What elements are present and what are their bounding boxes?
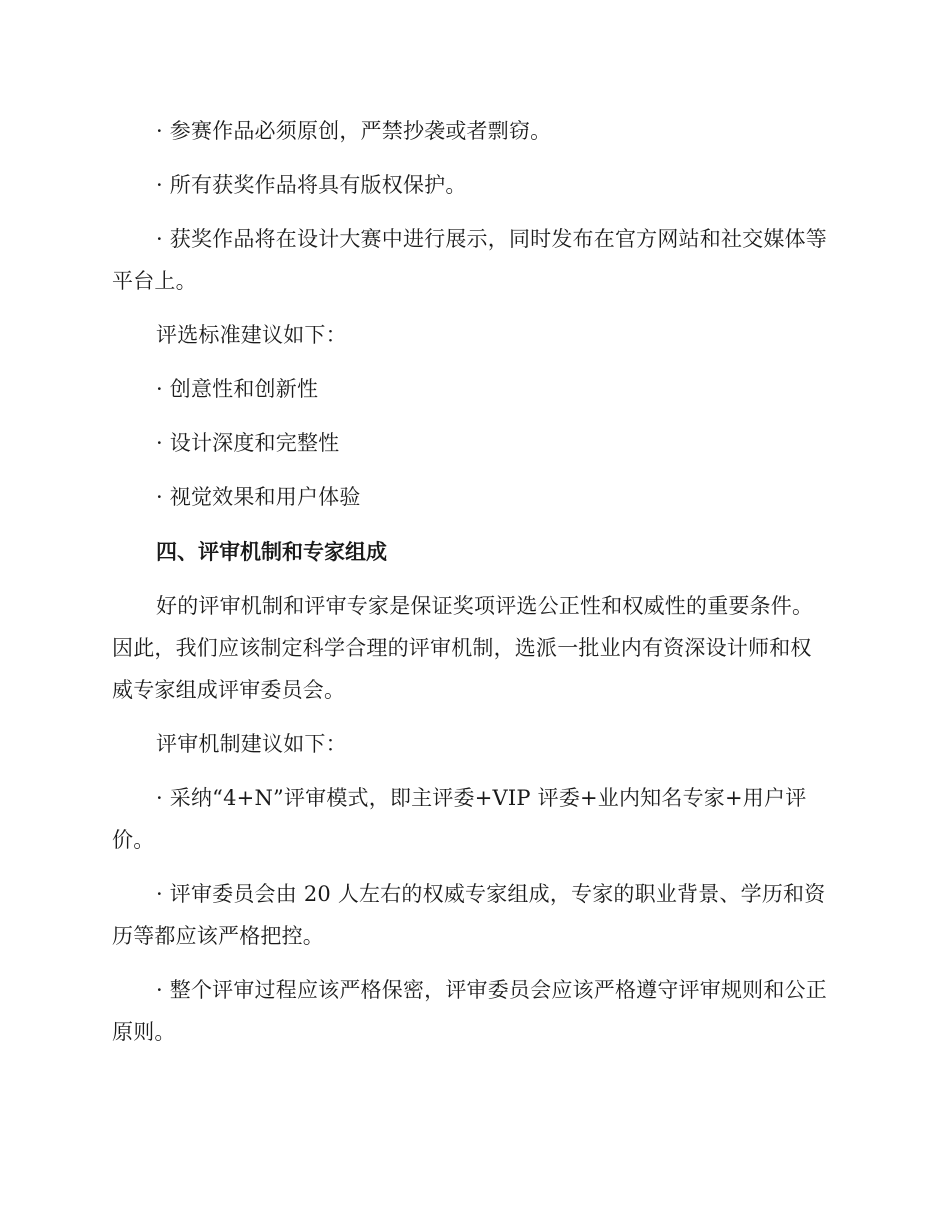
paragraph-review-committee: · 评审委员会由 20 人左右的权威专家组成，专家的职业背景、学历和资历等都应该严格把控。 [112, 882, 826, 948]
paragraph-review-importance: 好的评审机制和评审专家是保证奖项评选公正性和权威性的重要条件。因此，我们应该制定科学合理的评审机制，选派一批业内有资深设计师和权威专家组成评审委员会。 [112, 594, 814, 702]
paragraph-review-confidential: · 整个评审过程应该严格保密，评审委员会应该严格遵守评审规则和公正原则。 [112, 978, 827, 1044]
paragraph-exhibition: · 获奖作品将在设计大赛中进行展示，同时发布在官方网站和社交媒体等平台上。 [112, 227, 827, 293]
paragraph-criteria-depth: · 设计深度和完整性 [156, 431, 340, 455]
paragraph-criteria-intro: 评选标准建议如下： [156, 323, 347, 347]
paragraph-review-intro: 评审机制建议如下： [156, 732, 347, 756]
section-heading: 四、评审机制和专家组成 [156, 540, 387, 564]
document-page [112, 110, 832, 1053]
paragraph-review-model: · 采纳“4+N”评审模式，即主评委+VIP 评委+业内知名专家+用户评价。 [112, 786, 807, 852]
paragraph-originality: · 参赛作品必须原创，严禁抄袭或者剽窃。 [156, 119, 552, 143]
paragraph-criteria-creativity: · 创意性和创新性 [156, 377, 319, 401]
paragraph-criteria-visual: · 视觉效果和用户体验 [156, 485, 361, 509]
paragraph-copyright: · 所有获奖作品将具有版权保护。 [156, 173, 467, 197]
